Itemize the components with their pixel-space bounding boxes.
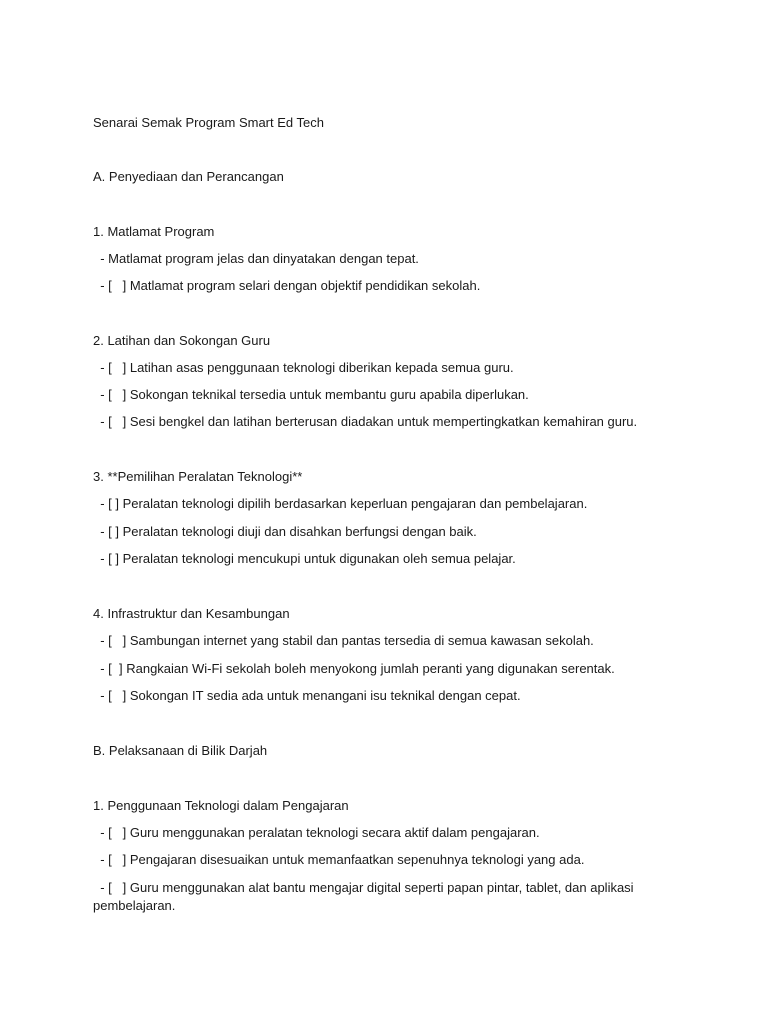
checklist-item: - [ ] Latihan asas penggunaan teknologi diberikan kepada semua guru. [93, 360, 514, 375]
checklist-item: - [ ] Peralatan teknologi mencukupi untuk digunakan oleh semua pelajar. [93, 551, 516, 566]
checklist-item: - [ ] Matlamat program selari dengan objektif pendidikan sekolah. [93, 278, 481, 293]
document-title: Senarai Semak Program Smart Ed Tech [93, 115, 324, 130]
group-a2-heading: 2. Latihan dan Sokongan Guru [93, 333, 271, 348]
group-a3-heading: 3. **Pemilihan Peralatan Teknologi** [93, 469, 303, 484]
group-a4-heading: 4. Infrastruktur dan Kesambungan [93, 606, 290, 621]
checklist-item: - [ ] Sokongan teknikal tersedia untuk membantu guru apabila diperlukan. [93, 387, 529, 402]
checklist-item: - Matlamat program jelas dan dinyatakan dengan tepat. [93, 251, 419, 266]
checklist-item: - [ ] Guru menggunakan alat bantu mengajar digital seperti papan pintar, tablet, dan aplikasi pembelajaran. [93, 880, 638, 913]
checklist-item: - [ ] Pengajaran disesuaikan untuk memanfaatkan sepenuhnya teknologi yang ada. [93, 852, 585, 867]
checklist-item: - [ ] Sambungan internet yang stabil dan pantas tersedia di semua kawasan sekolah. [93, 633, 594, 648]
checklist-item: - [ ] Guru menggunakan peralatan teknologi secara aktif dalam pengajaran. [93, 825, 540, 840]
checklist-item: - [ ] Peralatan teknologi dipilih berdasarkan keperluan pengajaran dan pembelajaran. [93, 496, 588, 511]
checklist-item: - [ ] Sokongan IT sedia ada untuk menangani isu teknikal dengan cepat. [93, 688, 521, 703]
checklist-item: - [ ] Peralatan teknologi diuji dan disahkan berfungsi dengan baik. [93, 524, 477, 539]
section-a-heading: A. Penyediaan dan Perancangan [93, 169, 284, 184]
section-b-heading: B. Pelaksanaan di Bilik Darjah [93, 743, 268, 758]
group-a1-heading: 1. Matlamat Program [93, 224, 215, 239]
checklist-item: - [ ] Rangkaian Wi-Fi sekolah boleh menyokong jumlah peranti yang digunakan serentak. [93, 661, 615, 676]
group-b1-heading: 1. Penggunaan Teknologi dalam Pengajaran [93, 798, 349, 813]
checklist-item: - [ ] Sesi bengkel dan latihan berterusan diadakan untuk mempertingkatkan kemahiran guru. [93, 414, 638, 429]
